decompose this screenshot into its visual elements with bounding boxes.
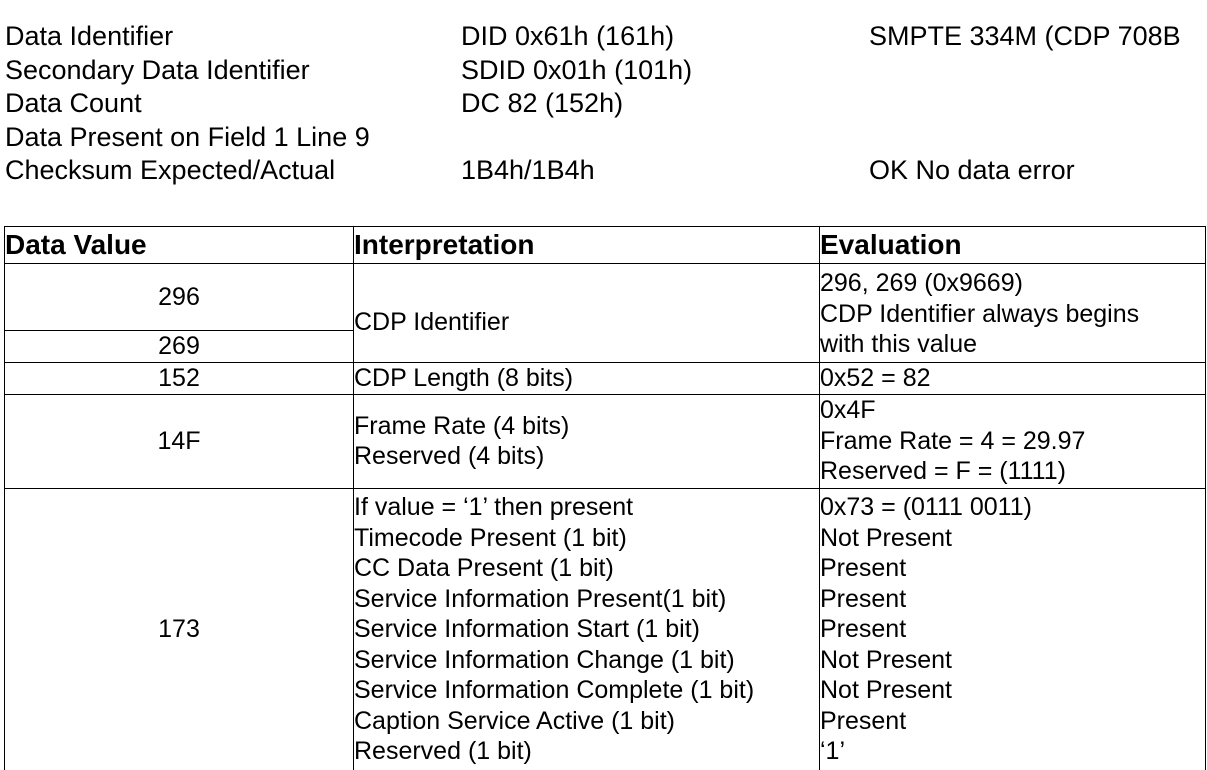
field-value: SDID 0x01h (101h): [461, 54, 693, 85]
evaluation-cell: [820, 488, 1206, 770]
evaluation-line: Not Present: [820, 645, 953, 674]
interpretation-cell: [354, 488, 820, 770]
table-row: [5, 362, 1206, 394]
evaluation-line: 296, 269 (0x9669): [820, 269, 1023, 297]
table-row: [5, 394, 1206, 488]
field-label: Secondary Data Identifier: [5, 54, 310, 85]
column-header-evaluation: Evaluation: [820, 227, 1206, 264]
field-row-data-present: [5, 121, 1207, 155]
field-label: Checksum Expected/Actual: [5, 155, 336, 185]
interpretation-line: CC Data Present (1 bit): [354, 554, 614, 582]
evaluation-line: Present: [820, 615, 907, 643]
evaluation-cell: [820, 394, 1206, 488]
interpretation-line: Service Information Complete (1 bit): [354, 676, 755, 704]
interpretation-cell: CDP Identifier: [354, 264, 820, 363]
interpretation-line: Service Information Change (1 bit): [354, 645, 735, 674]
evaluation-line: Frame Rate = 4 = 29.97: [820, 426, 1086, 455]
interpretation-line: Timecode Present (1 bit): [354, 523, 627, 552]
field-row-secondary-data-identifier: [5, 54, 1207, 88]
field-row-checksum: [5, 154, 1207, 188]
evaluation-cell: [820, 264, 1206, 363]
evaluation-line: Present: [820, 584, 907, 613]
column-header-data-value: Data Value: [5, 227, 354, 264]
field-note: SMPTE 334M (CDP 708B: [869, 21, 1181, 51]
field-row-data-count: [5, 87, 1207, 121]
evaluation-line: 0x4F: [820, 396, 876, 425]
field-label: Data Present on Field 1 Line 9: [5, 121, 370, 152]
header-fields: [5, 20, 1207, 188]
interpretation-line: Reserved (1 bit): [354, 737, 532, 765]
table-header-row: [5, 227, 1206, 264]
field-note: OK No data error: [869, 155, 1075, 185]
data-value-cell: 173: [5, 488, 354, 770]
field-label: Data Count: [5, 88, 142, 118]
interpretation-line: Reserved (4 bits): [354, 442, 545, 470]
table-row: [5, 264, 1206, 331]
field-value: DC 82 (152h): [461, 88, 624, 118]
evaluation-line: CDP Identifier always begins: [820, 299, 1140, 328]
field-value: 1B4h/1B4h: [461, 155, 595, 185]
evaluation-line: Present: [820, 706, 907, 735]
evaluation-line: Reserved = F = (1111): [820, 457, 1066, 486]
evaluation-line: with this value: [820, 330, 978, 358]
evaluation-line: Present: [820, 554, 907, 582]
interpretation-line: Service Information Present(1 bit): [354, 584, 727, 613]
data-value-cell: 296: [5, 264, 354, 331]
evaluation-line: Not Present: [820, 676, 953, 704]
interpretation-line: Caption Service Active (1 bit): [354, 706, 675, 735]
field-value: DID 0x61h (161h): [461, 21, 675, 51]
field-label: Data Identifier: [5, 21, 174, 51]
field-row-data-identifier: [5, 20, 1207, 54]
interpretation-line: Service Information Start (1 bit): [354, 615, 700, 643]
interpretation-line: If value = ‘1’ then present: [354, 493, 634, 521]
interpretation-line: Frame Rate (4 bits): [354, 411, 570, 440]
data-value-cell: 152: [5, 362, 354, 394]
evaluation-line: ‘1’: [820, 737, 846, 765]
column-header-interpretation: Interpretation: [354, 227, 820, 264]
data-value-cell: 269: [5, 331, 354, 363]
table-row: [5, 488, 1206, 770]
data-value-cell: 14F: [5, 394, 354, 488]
evaluation-cell: 0x52 = 82: [820, 362, 1206, 394]
interpretation-cell: [354, 394, 820, 488]
interpretation-cell: CDP Length (8 bits): [354, 362, 820, 394]
evaluation-line: 0x73 = (0111 0011): [820, 493, 1032, 521]
cdp-table: [4, 226, 1206, 770]
evaluation-line: Not Present: [820, 523, 953, 552]
